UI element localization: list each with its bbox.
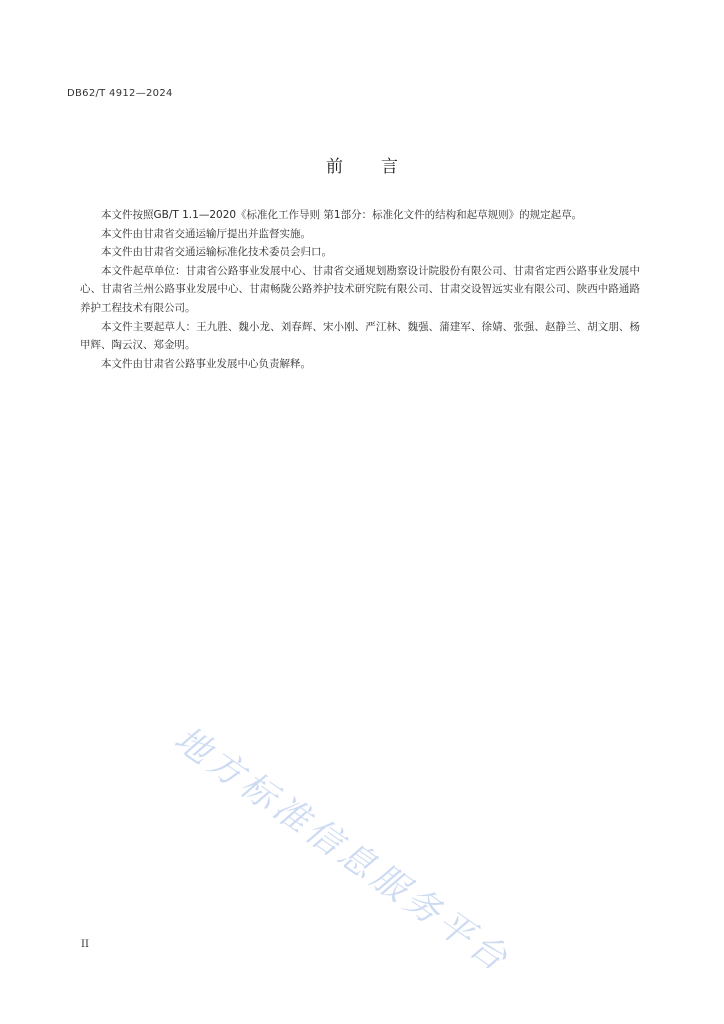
paragraph-interpretation: 本文件由甘肃省公路事业发展中心负责解释。 — [101, 357, 311, 370]
paragraph-proposer: 本文件由甘肃省交通运输厅提出并监督实施。 — [101, 227, 311, 240]
paragraph-drafting-units: 本文件起草单位：甘肃省公路事业发展中心、甘肃省交通规划勘察设计院股份有限公司、甘肃省定西公路事业发展中心、甘肃省兰州公路事业发展中心、甘肃畅陇公路养护技术研究院有限公司、甘肃交设智远实业有限公司、陕西中路通路养护工程技术有限公司。 — [80, 264, 640, 314]
watermark: 地方标准信息服务平台 — [166, 719, 518, 982]
page-title: 前言 — [326, 157, 436, 177]
page-number: II — [81, 939, 89, 950]
document-code-header: DB62/T 4912—2024 — [67, 88, 173, 99]
paragraph-centralized-unit: 本文件由甘肃省交通运输标准化技术委员会归口。 — [101, 246, 332, 259]
preface-body — [80, 206, 640, 373]
paragraph-main-drafters: 本文件主要起草人：王九胜、魏小龙、刘春辉、宋小刚、严江林、魏强、蒲建军、徐婧、张强、赵静兰、胡文朋、杨甲辉、陶云汉、郑金明。 — [80, 320, 640, 352]
paragraph-drafting-rules: 本文件按照GB/T 1.1—2020《标准化工作导则 第1部分：标准化文件的结构和起草规则》的规定起草。 — [101, 209, 583, 221]
